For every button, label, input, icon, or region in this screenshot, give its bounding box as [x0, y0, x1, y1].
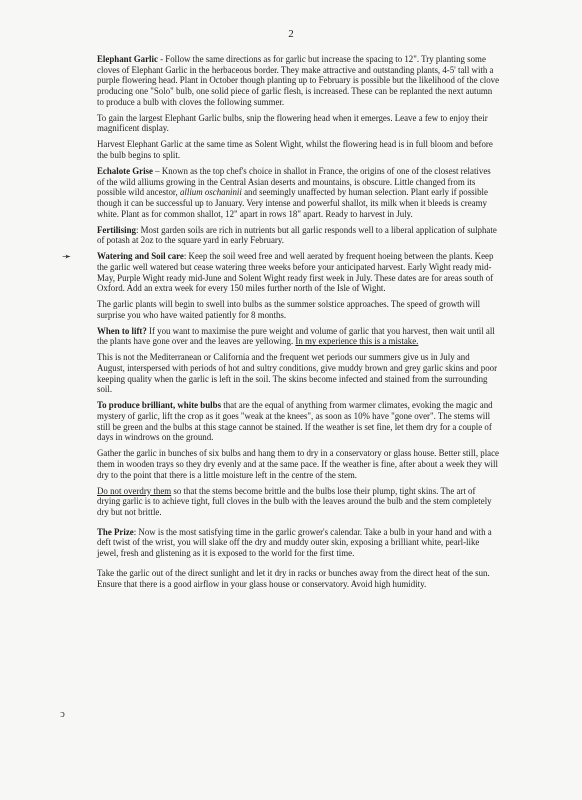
document-body — [97, 54, 499, 594]
paragraph-fertilising — [97, 225, 499, 246]
paragraph-not-mediterranean — [97, 352, 499, 395]
heading-white-bulbs: To produce brilliant, white bulbs — [97, 400, 222, 411]
paragraph-the-prize — [97, 527, 499, 559]
paragraph-text: so that the stems become brittle and the bulbs lose their plump, tight skins. The art of drying garlic is to achieve tight, full cloves in the bulb with the leaves around the bulb and the stem completely dry but not brittle. — [97, 485, 492, 518]
page-number: 2 — [288, 28, 294, 40]
paragraph-echalote-grise — [97, 166, 499, 220]
margin-hook-mark: ↄ — [60, 708, 65, 720]
heading-the-prize: The Prize — [97, 526, 134, 537]
paragraph-watering — [97, 251, 499, 294]
heading-watering: Watering and Soil care — [97, 251, 184, 262]
paragraph-swelling — [97, 299, 499, 320]
heading-fertilising: Fertilising — [97, 224, 136, 235]
paragraph-text: Take the garlic out of the direct sunlight and let it dry in racks or bunches away from the direct heat of the sun. Ensure that there is a good airflow in your glass house or conservatory. Avoid high humidity. — [97, 567, 490, 589]
paragraph-text: To gain the largest Elephant Garlic bulbs, snip the flowering head when it emerges. Leave a few to enjoy their magnificent display. — [97, 112, 488, 134]
paragraph-text: and seemingly unaffected by human selection. Plant early if possible though it can be successful up to January. Very intense and powerful shallot, its milk when it bleeds is creamy white. Plant as for common shallot, 12" apart in rows 18" apart. Ready to harvest in July. — [97, 187, 488, 219]
paragraph-text: - Follow the same directions as for garlic but increase the spacing to 12". Try planting some cloves of Elephant Garlic in the herbaceous border. They make attractive and outstanding plants, 4-5' tall with a purple flowering head. Plant in October though planting up to February is possible but the likelihood of the clove producing one "Solo" bulb, one solid piece of garlic flesh, is increased. These can be replanted the next autumn to produce a bulb with cloves the following summer. — [97, 54, 500, 107]
latin-name: allium oschaninii — [179, 187, 242, 198]
paragraph-elephant-garlic — [97, 54, 499, 108]
paragraph-drying-rack — [97, 568, 499, 589]
heading-echalote-grise: Echalote Grise — [97, 165, 153, 176]
paragraph-do-not-overdry — [97, 486, 499, 518]
paragraph-text: If you want to maximise the pure weight and volume of garlic that you harvest, then wait until all the plants have gone over and the leaves are yellowing. — [97, 325, 495, 347]
paragraph-text: : Now is the most satisfying time in the garlic grower's calendar. Take a bulb in your hand and with a deft twist of the wrist, you will slake off the dry and muddy outer skin, exposing a brilliant white, pearl-like jewel, fresh and glistening as it is exposed to the world for the first time. — [97, 526, 492, 559]
paragraph-white-bulbs — [97, 400, 499, 443]
paragraph-text: This is not the Mediterranean or California and the frequent wet periods our summers give us in July and August, interspersed with periods of hot and sultry conditions, give muddy brown and grey garlic skins and poor keeping quality when the garlic is left in the soil. The skins become infected and stained from the surrounding soil. — [97, 352, 498, 395]
margin-arrow-mark: ➛ — [62, 251, 72, 263]
paragraph-text: : Most garden soils are rich in nutrients but all garlic responds well to a liberal application of sulphate of potash at 2oz to the square yard in early February. — [97, 224, 497, 246]
paragraph-text: The garlic plants will begin to swell into bulbs as the summer solstice approaches. The speed of growth will surprise you who have waited patiently for 8 months. — [97, 299, 481, 320]
paragraph-when-to-lift — [97, 326, 499, 347]
heading-elephant-garlic: Elephant Garlic — [97, 54, 158, 64]
paragraph-text: Gather the garlic in bunches of six bulbs and hang them to dry in a conservatory or glass house. Better still, place them in wooden trays so they dry evenly and at the same pace. If the weather is fine, after about a week they will dry to the point that there is a little moisture left in the centre of the stem. — [97, 448, 499, 480]
underlined-heading-overdry: Do not overdry them — [97, 485, 172, 496]
paragraph-text: : Keep the soil weed free and well aerated by frequent hoeing between the plants. Keep the garlic well watered but cease watering three weeks before your anticipated harvest. Early Wight ready mid-May, Purple Wight ready mid-June and Solent Wight ready first week in July. These dates are for areas south of Oxford. Add an extra week for every 150 miles further north of the Isle of Wight. — [97, 251, 494, 294]
paragraph-harvest-elephant — [97, 139, 499, 160]
paragraph-largest-bulbs — [97, 113, 499, 134]
underlined-remark: In my experience this is a mistake. — [295, 336, 419, 347]
paragraph-text: Harvest Elephant Garlic at the same time as Solent Wight, whilst the flowering head is in full bloom and before the bulb begins to split. — [97, 139, 493, 160]
paragraph-gather — [97, 448, 499, 480]
paragraph-text: – Known as the top chef's choice in shallot in France, the origins of one of the closest relatives of the wild alliums growing in the Central Asian deserts and mountains, is obscure. Little changed from its possible wild ancestor, — [97, 165, 491, 198]
heading-when-to-lift: When to lift? — [97, 325, 147, 336]
paragraph-text: that are the equal of anything from warmer climates, evoking the magic and mystery of garlic, lift the crop as it goes "weak at the knees", as soon as 10% have "gone over". The stems will still be green and the bulbs at this stage cannot be stained. If the weather is set fine, let them dry for a couple of days in windrows on the ground. — [97, 400, 493, 443]
